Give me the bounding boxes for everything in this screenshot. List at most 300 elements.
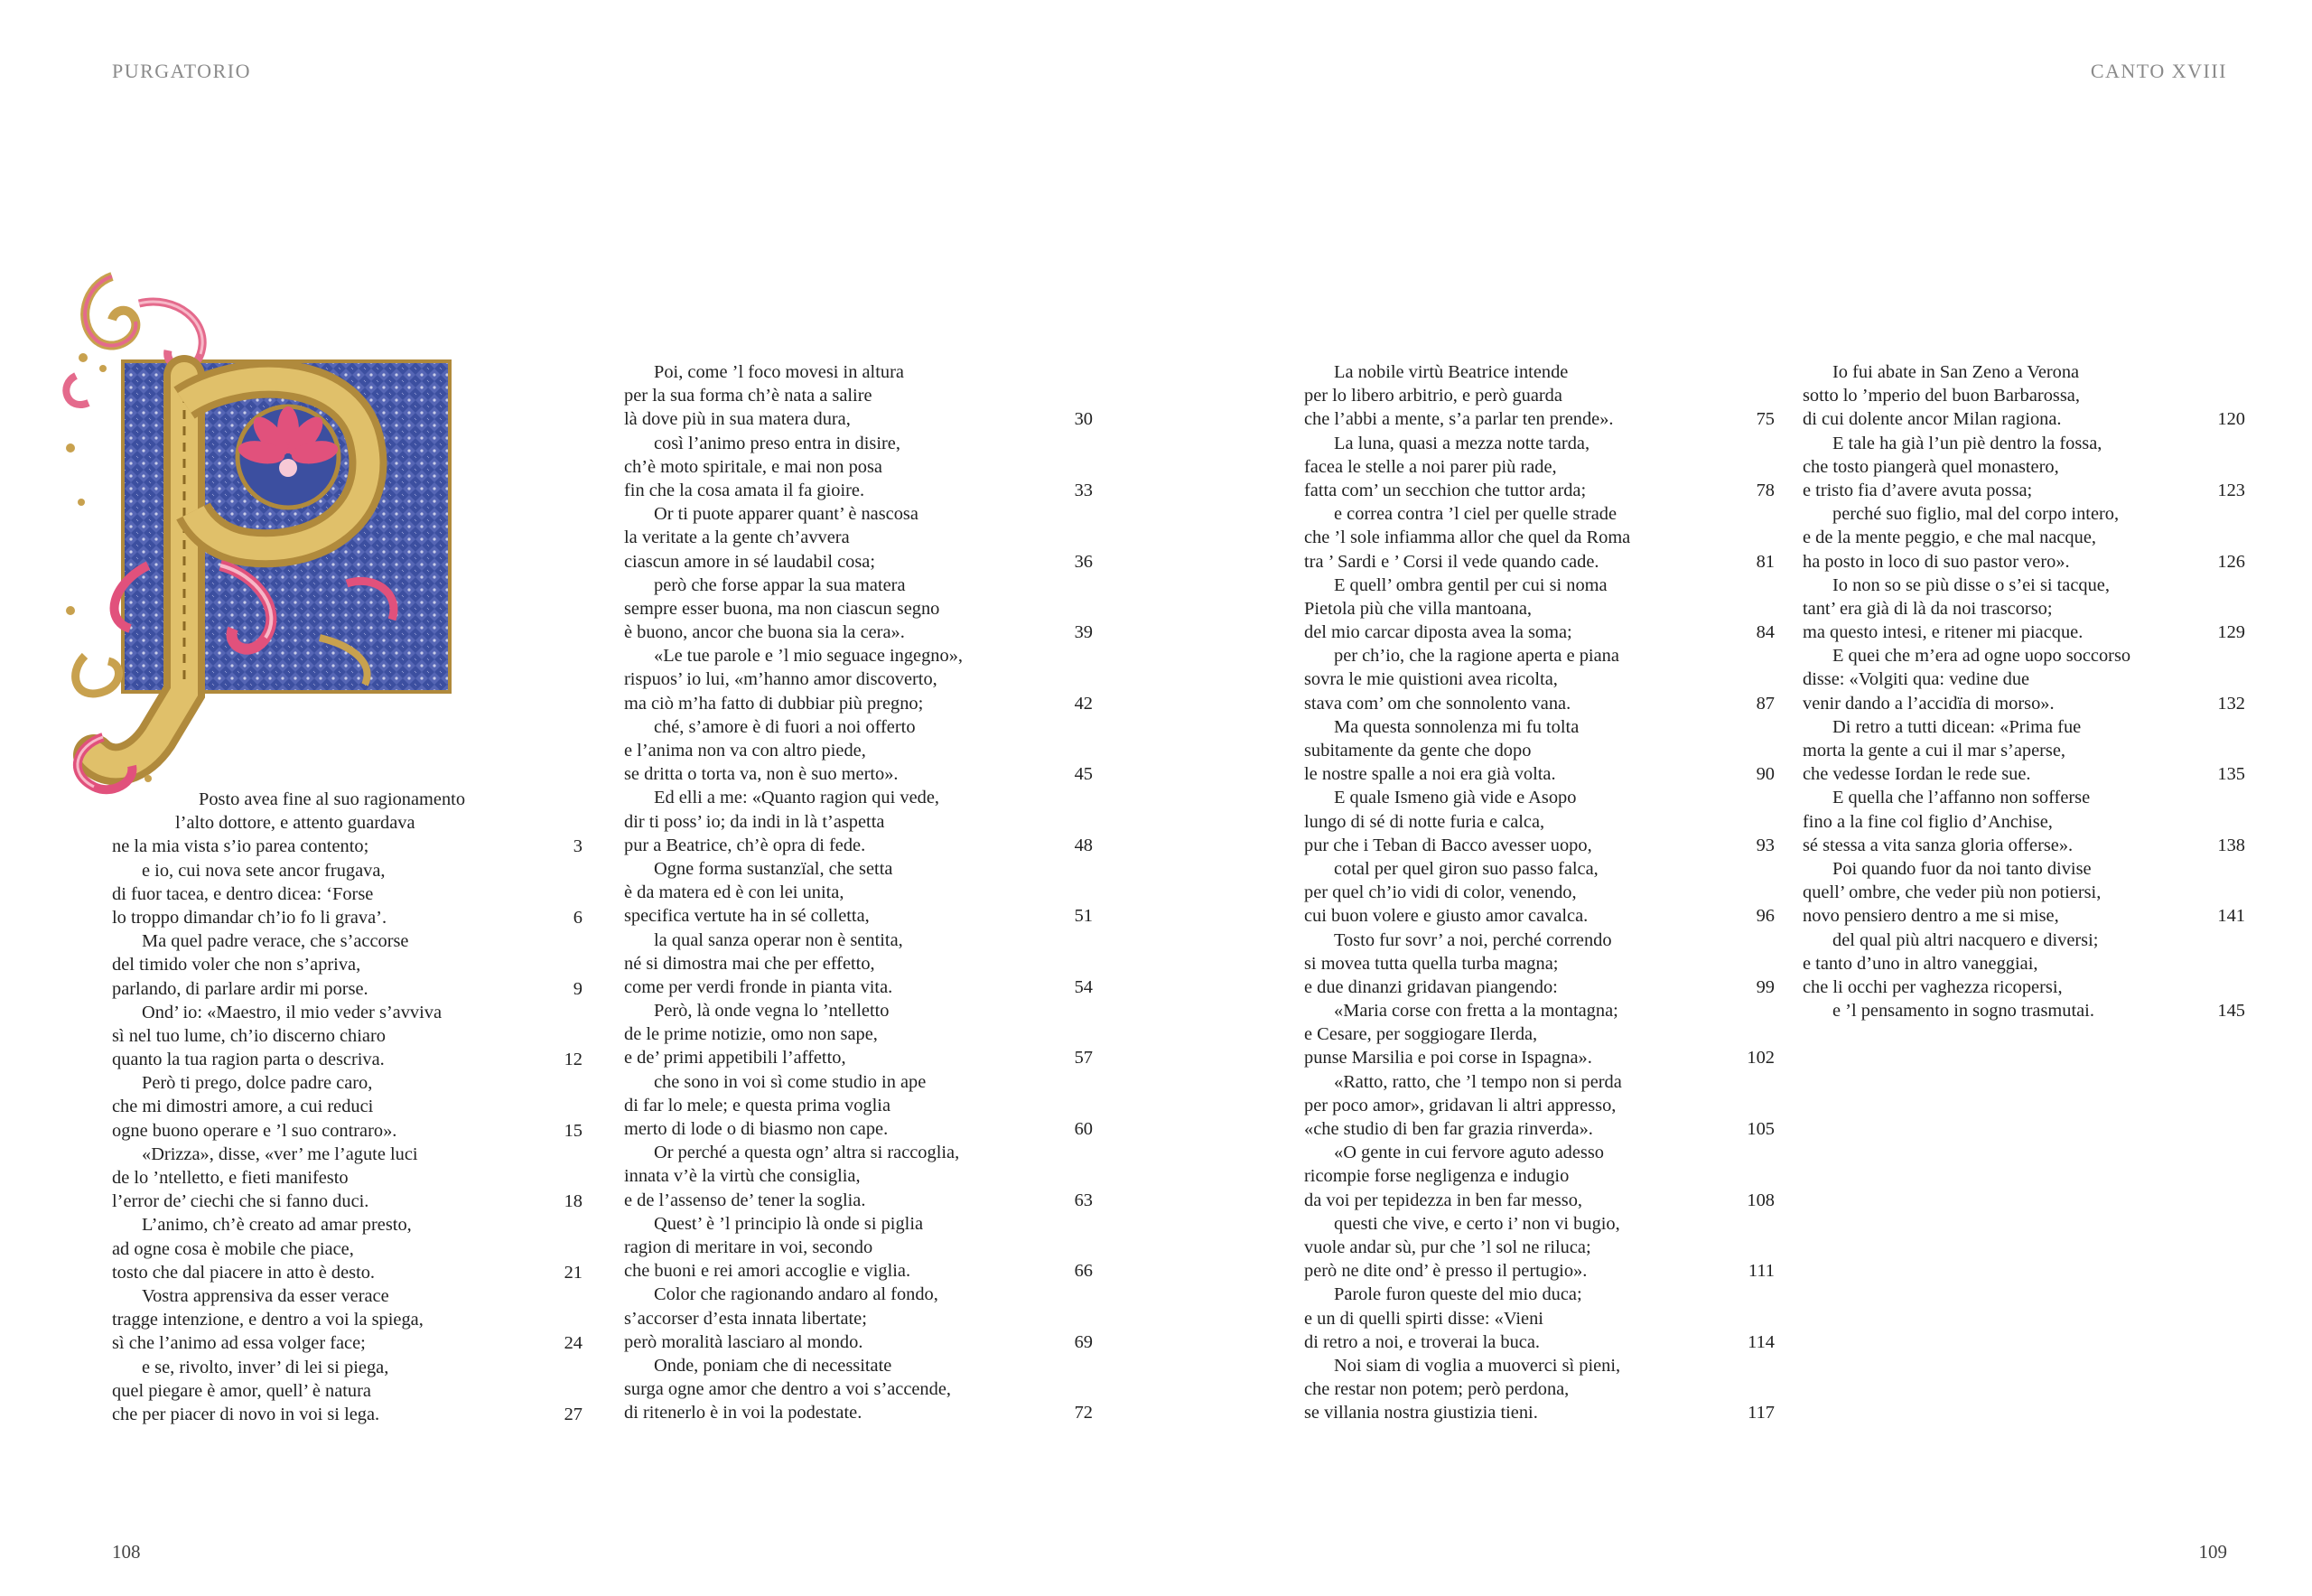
- verse-line: [624, 929, 963, 952]
- verse-text: l’alto dottore, e attento guardava: [175, 813, 415, 834]
- verse-line: [1304, 834, 1775, 857]
- verse-line: [1304, 692, 1775, 715]
- verse-line: [112, 953, 465, 976]
- verse-line: [624, 1330, 1093, 1354]
- verse-line: [624, 360, 963, 384]
- line-number: 105: [1747, 1119, 1775, 1139]
- verse-line: [1304, 881, 1630, 904]
- verse-line: [1803, 929, 2130, 952]
- verse-text: ha posto in loco di suo pastor vero».: [1803, 551, 2070, 572]
- verse-text: da voi per tepidezza in ben far messo,: [1304, 1190, 1583, 1210]
- line-number: 24: [564, 1333, 583, 1354]
- line-number: 42: [1074, 693, 1093, 714]
- verse-line: [624, 834, 1093, 857]
- verse-line: [624, 1094, 963, 1117]
- verse-line: [624, 479, 1093, 502]
- verse-line: [112, 1048, 583, 1071]
- verse-text: de le prime notizie, omo non sape,: [624, 1024, 878, 1045]
- verse-line: [112, 811, 465, 835]
- line-number: 63: [1074, 1190, 1093, 1210]
- verse-line: [1304, 1377, 1630, 1401]
- verse-line: [112, 1119, 583, 1143]
- verse-line: [1304, 1046, 1775, 1069]
- line-number: 18: [564, 1191, 583, 1212]
- verse-line: [1304, 786, 1630, 809]
- verse-line: [1304, 526, 1630, 549]
- verse-text: dir ti poss’ io; da indi in là t’aspetta: [624, 811, 885, 832]
- verse-line: [1803, 762, 2245, 786]
- column-4: [1803, 360, 2245, 1022]
- verse-line: [1803, 550, 2245, 574]
- verse-line: [1304, 1094, 1630, 1117]
- verse-text: rispuos’ io lui, «m’hanno amor discoverto,: [624, 669, 937, 690]
- verse-text: tosto che dal piacere in atto è desto.: [112, 1262, 376, 1283]
- verse-line: [1304, 1236, 1630, 1259]
- verse-line: [1304, 929, 1630, 952]
- verse-line: [624, 1212, 963, 1236]
- line-number: 48: [1074, 835, 1093, 855]
- verse-text: sovra le mie quistioni avea ricolta,: [1304, 669, 1558, 690]
- verse-text: e de l’assenso de’ tener la soglia.: [624, 1190, 866, 1210]
- verse-text: così l’animo preso entra in disire,: [654, 433, 900, 453]
- verse-line: [624, 975, 1093, 999]
- verse-line: [1803, 621, 2245, 644]
- verse-line: [624, 1354, 963, 1377]
- verse-line: [112, 859, 465, 882]
- verse-line: [1803, 384, 2130, 407]
- verse-text: e io, cui nova sete ancor frugava,: [142, 860, 386, 881]
- verse-text: E quei che m’era ad ogne uopo soccorso: [1832, 646, 2131, 667]
- verse-line: [1304, 1022, 1630, 1046]
- verse-text: per la sua forma ch’è nata a salire: [624, 386, 872, 406]
- verse-line: [624, 550, 1093, 574]
- verse-line: [112, 1213, 465, 1237]
- verse-text: si movea tutta quella turba magna;: [1304, 953, 1559, 974]
- line-number: 60: [1074, 1119, 1093, 1139]
- verse-text: E quell’ ombra gentil per cui si noma: [1334, 574, 1608, 595]
- verse-text: Io fui abate in San Zeno a Verona: [1832, 362, 2080, 382]
- verse-text: che l’abbi a mente, s’a parlar ten prende».: [1304, 409, 1614, 430]
- verse-text: Pietola più che villa mantoana,: [1304, 598, 1532, 619]
- line-number: 138: [2217, 835, 2245, 855]
- verse-line: [624, 952, 963, 975]
- verse-text: Vostra apprensiva da esser verace: [142, 1285, 389, 1306]
- verse-line: [112, 1379, 465, 1403]
- verse-line: [112, 977, 583, 1001]
- column-2: [624, 360, 1093, 1424]
- verse-line: [1803, 739, 2130, 762]
- verse-line: [1304, 667, 1630, 691]
- verse-line: [1304, 810, 1630, 834]
- verse-text: Io non so se più disse o s’ei si tacque,: [1832, 574, 2110, 595]
- verse-text: quell’ ombre, che veder più non potiersi,: [1803, 882, 2102, 903]
- verse-text: che sono in voi sì come studio in ape: [654, 1071, 927, 1092]
- page-number-right: 109: [2198, 1541, 2227, 1563]
- verse-text: che per piacer di novo in voi si lega.: [112, 1404, 380, 1424]
- verse-text: Parole furon queste del mio duca;: [1334, 1284, 1582, 1305]
- verse-line: [112, 906, 583, 929]
- verse-line: [1304, 1070, 1630, 1094]
- verse-text: Posto avea fine al suo ragionamento: [199, 789, 466, 809]
- verse-text: novo pensiero dentro a me si mise,: [1803, 906, 2059, 927]
- verse-text: e tristo fia d’avere avuta possa;: [1803, 480, 2033, 500]
- verse-line: [112, 1331, 583, 1355]
- verse-text: che vedesse Iordan le rede sue.: [1803, 764, 2031, 785]
- verse-line: [1803, 644, 2130, 667]
- verse-line: [1304, 432, 1630, 455]
- verse-text: sì che l’animo ad essa volger face;: [112, 1333, 366, 1354]
- verse-line: [624, 1046, 1093, 1069]
- verse-line: [1803, 975, 2130, 999]
- verse-text: s’accorser d’esta innata libertate;: [624, 1308, 867, 1329]
- verse-text: di cui dolente ancor Milan ragiona.: [1803, 409, 2062, 430]
- verse-text: facea le stelle a noi parer più rade,: [1304, 456, 1557, 477]
- verse-text: per poco amor», gridavan li altri appresso,: [1304, 1095, 1617, 1115]
- line-number: 93: [1756, 835, 1775, 855]
- verse-line: [1304, 360, 1630, 384]
- verse-text: L’animo, ch’è creato ad amar presto,: [142, 1215, 412, 1236]
- line-number: 27: [564, 1404, 583, 1424]
- verse-text: parlando, di parlare ardir mi porse.: [112, 978, 368, 999]
- line-number: 45: [1074, 764, 1093, 785]
- column-3: [1304, 360, 1775, 1424]
- verse-text: Noi siam di voglia a muoverci sì pieni,: [1334, 1355, 1621, 1376]
- verse-text: di retro a noi, e troverai la buca.: [1304, 1331, 1540, 1352]
- line-number: 129: [2217, 622, 2245, 643]
- line-number: 72: [1074, 1403, 1093, 1423]
- verse-line: [1803, 715, 2130, 739]
- verse-text: vuole andar sù, pur che ’l sol ne riluca;: [1304, 1237, 1591, 1257]
- verse-line: [112, 1237, 465, 1261]
- verse-text: e de’ primi appetibili l’affetto,: [624, 1048, 846, 1069]
- verse-line: [112, 1071, 465, 1095]
- verse-line: [624, 1141, 963, 1164]
- verse-text: Ogne forma sustanzïal, che setta: [654, 858, 893, 879]
- verse-text: sempre esser buona, ma non ciascun segno: [624, 598, 940, 619]
- verse-text: quanto la tua ragion parta o descriva.: [112, 1050, 385, 1070]
- line-number: 75: [1756, 409, 1775, 430]
- verse-text: che ’l sole infiamma allor che quel da Roma: [1304, 527, 1631, 548]
- verse-text: tra ’ Sardi e ’ Corsi il vede quando cade.: [1304, 551, 1599, 572]
- verse-text: del mio carcar diposta avea la soma;: [1304, 622, 1572, 643]
- verse-line: [1304, 762, 1775, 786]
- verse-text: Di retro a tutti dicean: «Prima fue: [1832, 716, 2082, 737]
- verse-line: [1304, 644, 1630, 667]
- verse-text: ch’è moto spiritale, e mai non posa: [624, 456, 882, 477]
- verse-line: [624, 597, 963, 621]
- verse-line: [112, 1261, 583, 1284]
- verse-text: Or ti puote apparer quant’ è nascosa: [654, 504, 918, 525]
- verse-text: è da matera ed è con lei unita,: [624, 882, 844, 903]
- verse-text: Or perché a questa ogn’ altra si raccoglia,: [654, 1143, 960, 1163]
- verse-text: è buono, ancor che buona sia la cera».: [624, 622, 905, 643]
- line-number: 78: [1756, 480, 1775, 500]
- verse-line: [624, 1070, 963, 1094]
- verse-text: per quel ch’io vidi di color, venendo,: [1304, 882, 1577, 903]
- verse-text: del qual più altri nacquero e diversi;: [1832, 929, 2099, 950]
- verse-text: del timido voler che non s’apriva,: [112, 955, 361, 975]
- verse-text: tragge intenzione, e dentro a voi la spiega,: [112, 1310, 424, 1330]
- verse-line: [1803, 407, 2245, 431]
- verse-line: [1304, 1212, 1630, 1236]
- verse-text: ne la mia vista s’io parea contento;: [112, 836, 369, 857]
- verse-text: punse Marsilia e poi corse in Ispagna».: [1304, 1048, 1592, 1069]
- verse-text: sé stessa a vita sanza gloria offerse».: [1803, 835, 2074, 855]
- line-number: 141: [2217, 906, 2245, 927]
- line-number: 6: [573, 907, 583, 928]
- line-number: 69: [1074, 1331, 1093, 1352]
- verse-line: [1304, 502, 1630, 526]
- verse-line: [624, 1401, 1093, 1424]
- verse-text: ad ogne cosa è mobile che piace,: [112, 1238, 354, 1259]
- verse-text: lungo di sé di notte furia e calca,: [1304, 811, 1545, 832]
- line-number: 114: [1748, 1331, 1775, 1352]
- verse-text: Ma questa sonnolenza mi fu tolta: [1334, 716, 1580, 737]
- verse-line: [624, 1259, 1093, 1283]
- verse-line: [1803, 786, 2130, 809]
- verse-text: «Le tue parole e ’l mio seguace ingegno»,: [654, 646, 963, 667]
- verse-text: che buoni e rei amori accoglie e viglia.: [624, 1261, 911, 1282]
- verse-text: ciascun amore in sé laudabil cosa;: [624, 551, 876, 572]
- illuminated-initial-p: [49, 267, 459, 800]
- verse-text: Poi quando fuor da noi tanto divise: [1832, 858, 2092, 879]
- line-number: 51: [1074, 906, 1093, 927]
- verse-text: innata v’è la virtù che consiglia,: [624, 1166, 861, 1187]
- verse-text: là dove più in sua matera dura,: [624, 409, 851, 430]
- verse-line: [1803, 432, 2130, 455]
- line-number: 15: [564, 1120, 583, 1141]
- verse-line: [624, 1283, 963, 1306]
- verse-line: [1304, 550, 1775, 574]
- verse-line: [1803, 479, 2245, 502]
- verse-line: [112, 1001, 465, 1024]
- line-number: 84: [1756, 622, 1775, 643]
- verse-text: e ’l pensamento in sogno trasmutai.: [1832, 1001, 2094, 1022]
- column-1: [112, 788, 583, 1426]
- verse-text: cotal per quel giron suo passo falca,: [1334, 858, 1599, 879]
- verse-line: [624, 455, 963, 479]
- verse-text: de lo ’ntelletto, e fieti manifesto: [112, 1168, 349, 1188]
- line-number: 108: [1747, 1190, 1775, 1210]
- verse-line: [624, 667, 963, 691]
- verse-line: [624, 857, 963, 881]
- line-number: 66: [1074, 1261, 1093, 1282]
- verse-text: Quest’ è ’l principio là onde si piglia: [654, 1213, 924, 1234]
- verse-text: «che studio di ben far grazia rinverda».: [1304, 1119, 1593, 1139]
- verse-text: e l’anima non va con altro piede,: [624, 741, 866, 761]
- verse-line: [1803, 904, 2245, 928]
- verse-line: [1304, 1164, 1630, 1188]
- verse-line: [1304, 857, 1630, 881]
- verse-text: «Ratto, ratto, che ’l tempo non si perda: [1334, 1071, 1622, 1092]
- verse-line: [624, 526, 963, 549]
- verse-text: stava com’ om che sonnolento vana.: [1304, 693, 1571, 714]
- verse-line: [624, 1189, 1093, 1212]
- line-number: 36: [1074, 551, 1093, 572]
- verse-text: Ond’ io: «Maestro, il mio veder s’avviva: [142, 1002, 443, 1022]
- line-number: 102: [1747, 1048, 1775, 1069]
- verse-line: [112, 1143, 465, 1166]
- verse-text: di fuor tacea, e dentro dicea: ‘Forse: [112, 883, 374, 904]
- verse-line: [1803, 999, 2245, 1022]
- verse-text: come per verdi fronde in pianta vita.: [624, 976, 893, 997]
- verse-line: [1304, 1354, 1630, 1377]
- verse-line: [1304, 904, 1775, 928]
- verse-line: [112, 835, 583, 858]
- verse-line: [1803, 810, 2130, 834]
- verse-text: La nobile virtù Beatrice intende: [1334, 362, 1569, 382]
- line-number: 135: [2217, 764, 2245, 785]
- line-number: 30: [1074, 409, 1093, 430]
- verse-line: [624, 762, 1093, 786]
- verse-line: [112, 788, 465, 811]
- verse-text: però moralità lasciaro al mondo.: [624, 1331, 863, 1352]
- verse-line: [624, 715, 963, 739]
- verse-line: [624, 384, 963, 407]
- verse-text: che tosto piangerà quel monastero,: [1803, 456, 2059, 477]
- verse-text: Color che ragionando andaro al fondo,: [654, 1284, 938, 1305]
- verse-text: fatta com’ un secchion che tuttor arda;: [1304, 480, 1587, 500]
- line-number: 57: [1074, 1048, 1093, 1069]
- verse-line: [624, 786, 963, 809]
- verse-line: [624, 692, 1093, 715]
- verse-text: che li occhi per vaghezza ricopersi,: [1803, 976, 2063, 997]
- verse-line: [1803, 360, 2130, 384]
- verse-line: [1803, 834, 2245, 857]
- line-number: 96: [1756, 906, 1775, 927]
- verse-line: [1803, 597, 2130, 621]
- verse-line: [1803, 857, 2130, 881]
- running-head-right: CANTO XVIII: [2090, 60, 2227, 82]
- verse-line: [1304, 975, 1775, 999]
- line-number: 99: [1756, 976, 1775, 997]
- verse-line: [624, 1117, 1093, 1141]
- verse-text: Ma quel padre verace, che s’accorse: [142, 931, 409, 952]
- line-number: 120: [2217, 409, 2245, 430]
- verse-line: [1304, 384, 1630, 407]
- verse-text: se villania nostra giustizia tieni.: [1304, 1403, 1538, 1423]
- line-number: 54: [1074, 976, 1093, 997]
- verse-text: e de la mente peggio, e che mal nacque,: [1803, 527, 2096, 548]
- verse-text: morta la gente a cui il mar s’aperse,: [1803, 741, 2066, 761]
- verse-text: per ch’io, che la ragione aperta e piana: [1334, 646, 1619, 667]
- verse-line: [624, 574, 963, 597]
- verse-text: ché, s’amore è di fuori a noi offerto: [654, 716, 916, 737]
- verse-line: [1803, 692, 2245, 715]
- line-number: 123: [2217, 480, 2245, 500]
- verse-line: [112, 1403, 583, 1426]
- verse-text: di far lo mele; e questa prima voglia: [624, 1095, 890, 1115]
- verse-line: [112, 1095, 465, 1118]
- line-number: 81: [1756, 551, 1775, 572]
- line-number: 126: [2217, 551, 2245, 572]
- verse-line: [1304, 455, 1630, 479]
- verse-text: pur che i Teban di Bacco avesser uopo,: [1304, 835, 1592, 855]
- verse-line: [1304, 574, 1630, 597]
- verse-line: [1304, 621, 1775, 644]
- verse-text: subitamente da gente che dopo: [1304, 741, 1532, 761]
- verse-line: [1304, 715, 1630, 739]
- verse-text: merto di lode o di biasmo non cape.: [624, 1119, 889, 1139]
- verse-text: di ritenerlo è in voi la podestate.: [624, 1403, 862, 1423]
- line-number: 12: [564, 1050, 583, 1070]
- verse-text: e due dinanzi gridavan piangendo:: [1304, 976, 1558, 997]
- verse-text: le nostre spalle a noi era già volta.: [1304, 764, 1556, 785]
- verse-line: [1304, 1141, 1630, 1164]
- verse-text: fin che la cosa amata il fa gioire.: [624, 480, 865, 500]
- verse-line: [112, 1308, 465, 1331]
- verse-line: [1304, 952, 1630, 975]
- verse-line: [112, 1166, 465, 1190]
- verse-line: [112, 1190, 583, 1213]
- verse-text: E quale Ismeno già vide e Asopo: [1334, 788, 1577, 808]
- verse-text: lo troppo dimandar ch’io fo li grava’.: [112, 907, 387, 928]
- verse-text: sì nel tuo lume, ch’io discerno chiaro: [112, 1025, 386, 1046]
- verse-text: e tanto d’uno in altro vaneggiai,: [1803, 953, 2038, 974]
- verse-text: questi che vive, e certo i’ non vi bugio,: [1334, 1213, 1620, 1234]
- verse-line: [624, 739, 963, 762]
- verse-line: [1304, 1283, 1630, 1306]
- verse-line: [112, 1024, 465, 1048]
- verse-line: [1304, 1330, 1775, 1354]
- verse-text: Onde, poniam che di necessitate: [654, 1355, 892, 1376]
- verse-text: surga ogne amor che dentro a voi s’accende,: [624, 1379, 951, 1400]
- verse-line: [624, 999, 963, 1022]
- verse-line: [112, 929, 465, 953]
- verse-line: [624, 1022, 963, 1046]
- verse-text: tant’ era già di là da noi trascorso;: [1803, 598, 2053, 619]
- verse-line: [624, 407, 1093, 431]
- verse-line: [1304, 1259, 1775, 1283]
- verse-text: perché suo figlio, mal del corpo intero,: [1832, 504, 2120, 525]
- verse-text: ragion di meritare in voi, secondo: [624, 1237, 873, 1257]
- verse-line: [624, 881, 963, 904]
- verse-text: e se, rivolto, inver’ di lei si piega,: [142, 1357, 389, 1377]
- verse-text: però ne dite ond’ è presso il pertugio».: [1304, 1261, 1588, 1282]
- verse-text: fino a la fine col figlio d’Anchise,: [1803, 811, 2053, 832]
- verse-text: «O gente in cui fervore aguto adesso: [1334, 1143, 1604, 1163]
- verse-text: ricompie forse negligenza e indugio: [1304, 1166, 1570, 1187]
- verse-text: Poi, come ’l foco movesi in altura: [654, 362, 904, 382]
- verse-line: [1304, 1307, 1630, 1330]
- verse-text: che mi dimostri amore, a cui reduci: [112, 1097, 374, 1117]
- line-number: 21: [564, 1262, 583, 1283]
- verse-line: [1803, 502, 2130, 526]
- verse-text: Però, là onde vegna lo ’ntelletto: [654, 1001, 890, 1022]
- verse-line: [1304, 597, 1630, 621]
- verse-line: [624, 810, 963, 834]
- verse-line: [624, 644, 963, 667]
- verse-text: ogne buono operare e ’l suo contraro».: [112, 1120, 397, 1141]
- verse-line: [624, 904, 1093, 928]
- page-number-left: 108: [112, 1541, 141, 1563]
- verse-text: Tosto fur sovr’ a noi, perché correndo: [1334, 929, 1612, 950]
- verse-text: Però ti prego, dolce padre caro,: [142, 1073, 373, 1094]
- line-number: 111: [1748, 1261, 1775, 1282]
- verse-text: e un di quelli spirti disse: «Vieni: [1304, 1308, 1543, 1329]
- verse-text: E quella che l’affanno non sofferse: [1832, 788, 2091, 808]
- verse-text: La luna, quasi a mezza notte tarda,: [1334, 433, 1590, 453]
- verse-line: [1304, 739, 1630, 762]
- line-number: 39: [1074, 622, 1093, 643]
- verse-text: e Cesare, per soggiogare Ilerda,: [1304, 1024, 1538, 1045]
- verse-text: ma ciò m’ha fatto di dubbiar più pregno;: [624, 693, 924, 714]
- verse-text: ma questo intesi, e ritener mi piacque.: [1803, 622, 2084, 643]
- verse-line: [624, 1164, 963, 1188]
- verse-text: sotto lo ’mperio del buon Barbarossa,: [1803, 386, 2080, 406]
- verse-line: [1304, 1117, 1775, 1141]
- verse-text: disse: «Volgiti qua: vedine due: [1803, 669, 2030, 690]
